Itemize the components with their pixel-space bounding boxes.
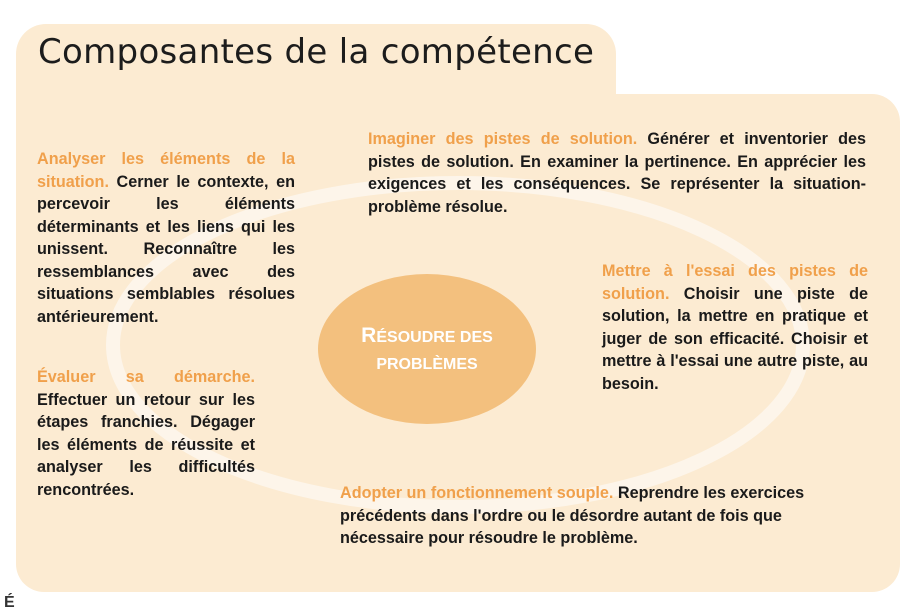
central-initial: R — [361, 324, 377, 348]
central-concept-line1 — [361, 320, 493, 353]
component-evaluer — [37, 366, 255, 501]
component-heading: Mettre à l'essai des pistes de solution. — [602, 262, 868, 303]
component-body: Cerner le contexte, en percevoir les éléments déterminants et les liens qui les unissent. Reconnaître les ressemblances avec des situations semblables résolues antérieurement. — [37, 172, 295, 326]
central-concept — [318, 274, 536, 424]
component-heading: Imaginer des pistes de solution. — [368, 130, 638, 148]
central-concept-line2: PROBLÈMES — [376, 355, 478, 373]
component-body: Générer et inventorier des pistes de solution. En examiner la pertinence. En apprécier les exigences et les conséquences. Se représenter la situation-problème résolue. — [368, 130, 866, 216]
component-heading: Évaluer sa démarche. — [37, 368, 255, 386]
component-adopter — [340, 482, 820, 550]
component-body: Choisir une piste de solution, la mettre en pratique et juger de son efficacité. Choisir et mettre à l'essai une autre piste, au besoin. — [602, 284, 868, 393]
component-heading: Adopter un fonctionnement souple. — [340, 484, 614, 502]
page-title: Composantes de la compétence — [38, 32, 595, 72]
component-body: Effectuer un retour sur les étapes franchies. Dégager les éléments de réussite et analyser les difficultés rencontrées. — [37, 390, 255, 499]
component-imaginer — [368, 128, 866, 218]
central-line1-rest: ÉSOUDRE DES — [376, 329, 493, 347]
component-body: Reprendre les exercices précédents dans l'ordre ou le désordre autant de fois que nécessaire pour résoudre le problème. — [340, 484, 805, 547]
component-essai — [602, 260, 868, 395]
component-analyser — [37, 148, 295, 328]
corner-mark: É — [4, 594, 15, 611]
component-heading: Analyser les éléments de la situation. — [37, 150, 295, 191]
